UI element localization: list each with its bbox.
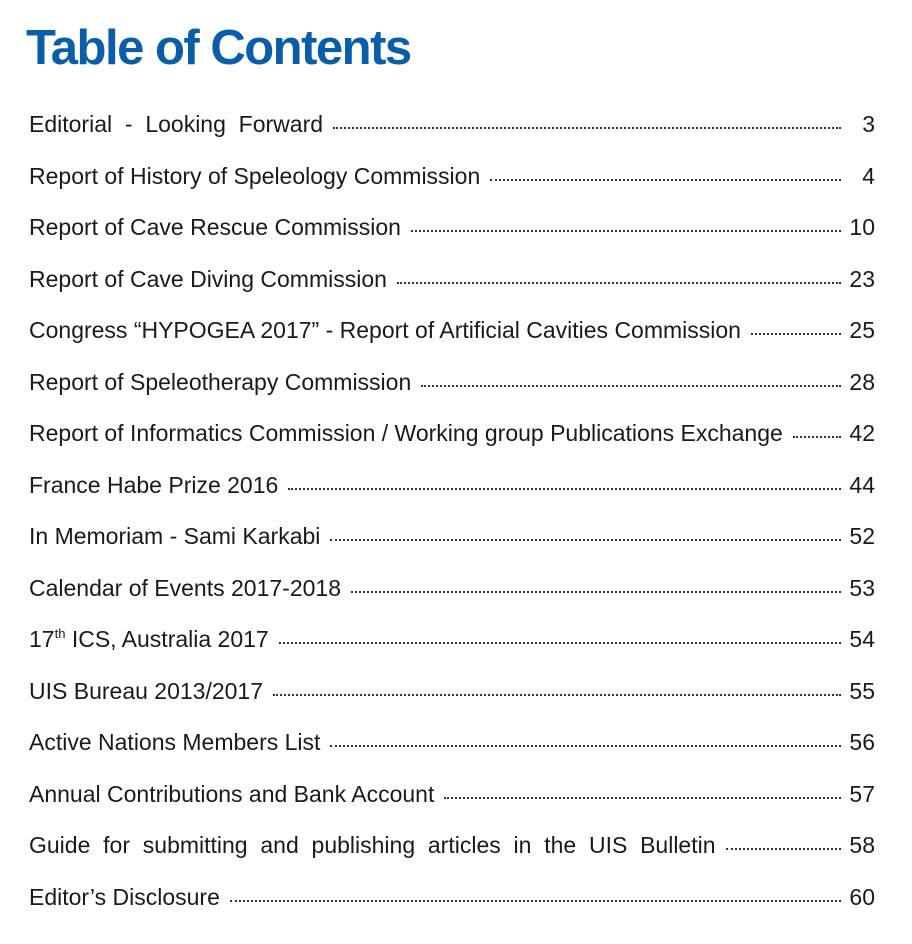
- dot-leader: [726, 848, 841, 850]
- toc-entry-label-number: 17: [29, 626, 55, 652]
- toc-entry-annual-contributions[interactable]: [29, 772, 875, 824]
- toc-entry-page: 10: [849, 214, 875, 240]
- toc-entry-label: Congress “HYPOGEA 2017” - Report of Artificial Cavities Commission: [29, 317, 741, 343]
- toc-entry-cave-rescue[interactable]: [29, 205, 875, 257]
- dot-leader: [279, 642, 841, 644]
- dot-leader: [230, 900, 841, 902]
- toc-entry-page: 44: [849, 471, 875, 498]
- dot-leader: [330, 745, 841, 747]
- dot-leader: [288, 488, 841, 490]
- toc-entry-label: [29, 617, 269, 661]
- dot-leader: [411, 230, 841, 232]
- dot-leader: [273, 694, 841, 696]
- toc-entry-page: 42: [849, 420, 875, 446]
- toc-entry-label: UIS Bureau 2013/2017: [29, 677, 264, 704]
- toc-entry-page: 25: [849, 317, 875, 343]
- toc-entry-uis-bureau[interactable]: [29, 669, 875, 721]
- toc-entry-label: Active Nations Members List: [29, 729, 321, 755]
- toc-list: [29, 102, 875, 926]
- toc-entry-label: Guide for submitting and publishing articles in the UIS Bulletin: [29, 832, 716, 858]
- dot-leader: [333, 127, 841, 129]
- toc-entry-label: Editorial - Looking Forward: [29, 111, 324, 137]
- toc-entry-page: 58: [849, 832, 875, 858]
- toc-entry-label: Calendar of Events 2017-2018: [29, 574, 341, 601]
- toc-entry-label: Report of History of Speleology Commission: [29, 162, 481, 189]
- toc-entry-editors-disclosure[interactable]: [29, 875, 875, 927]
- toc-entry-label-ordinal: th: [54, 626, 66, 641]
- dot-leader: [793, 436, 841, 438]
- toc-entry-label: France Habe Prize 2016: [29, 471, 279, 498]
- toc-entry-label: Report of Informatics Commission / Working group Publications Exchange: [29, 420, 783, 446]
- toc-entry-label: Annual Contributions and Bank Account: [29, 780, 435, 807]
- toc-entry-ics-australia[interactable]: [29, 617, 875, 669]
- toc-entry-active-nations[interactable]: [29, 720, 875, 772]
- toc-entry-page: 52: [849, 523, 875, 549]
- toc-entry-page: 3: [862, 111, 875, 137]
- toc-entry-page: 56: [849, 729, 875, 755]
- toc-entry-label: Report of Speleotherapy Commission: [29, 368, 412, 395]
- toc-entry-informatics[interactable]: [29, 411, 875, 463]
- toc-entry-cave-diving[interactable]: [29, 257, 875, 309]
- toc-entry-speleotherapy[interactable]: [29, 360, 875, 412]
- toc-entry-page: 54: [849, 626, 875, 652]
- toc-entry-calendar[interactable]: [29, 566, 875, 618]
- dot-leader: [351, 591, 841, 593]
- toc-entry-label: In Memoriam - Sami Karkabi: [29, 523, 321, 549]
- toc-entry-habe-prize[interactable]: [29, 463, 875, 515]
- dot-leader: [444, 797, 841, 799]
- toc-entry-in-memoriam[interactable]: [29, 514, 875, 566]
- toc-entry-editorial[interactable]: [29, 102, 875, 154]
- toc-entry-page: 28: [849, 368, 875, 395]
- toc-entry-history-commission[interactable]: [29, 154, 875, 206]
- toc-entry-label: Report of Cave Diving Commission: [29, 265, 387, 292]
- dot-leader: [751, 333, 841, 335]
- toc-entry-page: 4: [862, 162, 875, 189]
- dot-leader: [490, 179, 841, 181]
- dot-leader: [397, 282, 841, 284]
- toc-entry-hypogea[interactable]: [29, 308, 875, 360]
- toc-entry-submission-guide[interactable]: [29, 823, 875, 875]
- toc-entry-label: Editor’s Disclosure: [29, 883, 220, 910]
- toc-entry-page: 57: [849, 780, 875, 807]
- toc-entry-label: Report of Cave Rescue Commission: [29, 214, 401, 240]
- page-title: Table of Contents: [26, 21, 411, 75]
- toc-entry-page: 55: [849, 677, 875, 704]
- dot-leader: [421, 385, 841, 387]
- toc-entry-page: 53: [849, 574, 875, 601]
- toc-entry-page: 23: [849, 265, 875, 292]
- dot-leader: [330, 539, 841, 541]
- toc-entry-label-rest: ICS, Australia 2017: [65, 626, 269, 652]
- toc-entry-page: 60: [849, 883, 875, 910]
